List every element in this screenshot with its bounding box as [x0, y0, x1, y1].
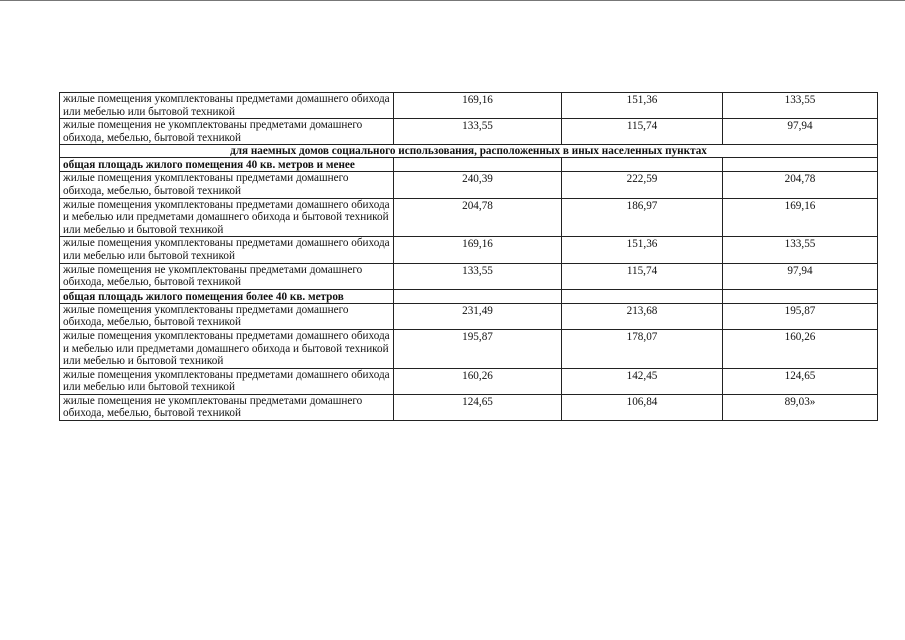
rate-value-1: 240,39	[394, 172, 562, 198]
table-row	[60, 329, 878, 368]
rate-value-3: 204,78	[723, 172, 878, 198]
row-description: жилые помещения укомплектованы предметами домашнего обихода или мебелью или бытовой техникой	[60, 93, 394, 119]
rate-value-2: 178,07	[562, 329, 723, 368]
rate-value-1: 231,49	[394, 303, 562, 329]
table-row	[60, 93, 878, 119]
table-row	[60, 394, 878, 420]
rate-value-2: 213,68	[562, 303, 723, 329]
rate-value-3: 160,26	[723, 329, 878, 368]
table-row	[60, 303, 878, 329]
rate-value-2: 222,59	[562, 172, 723, 198]
rate-value-2: 142,45	[562, 368, 723, 394]
rate-value-3: 195,87	[723, 303, 878, 329]
group-label: общая площадь жилого помещения 40 кв. метров и менее	[60, 158, 394, 172]
table-row	[60, 198, 878, 237]
rate-value-2: 151,36	[562, 237, 723, 263]
rate-value-3: 133,55	[723, 237, 878, 263]
rate-value-2: 115,74	[562, 119, 723, 145]
row-description: жилые помещения укомплектованы предметами домашнего обихода и мебелью или предметами домашнего обихода и бытовой техникой или мебелью и бытовой техникой	[60, 198, 394, 237]
row-description: жилые помещения не укомплектованы предметами домашнего обихода, мебелью, бытовой техникой	[60, 263, 394, 289]
rate-value-1: 124,65	[394, 394, 562, 420]
rate-value-1: 133,55	[394, 263, 562, 289]
table-row	[60, 263, 878, 289]
rate-value-1: 133,55	[394, 119, 562, 145]
section-header: для наемных домов социального использования, расположенных в иных населенных пунктах	[60, 145, 878, 158]
rate-value-3: 169,16	[723, 198, 878, 237]
top-rule	[0, 0, 905, 1]
rate-value-2: 186,97	[562, 198, 723, 237]
empty-cell	[723, 289, 878, 303]
group-row	[60, 289, 878, 303]
table-row	[60, 119, 878, 145]
rate-value-3: 89,03»	[723, 394, 878, 420]
rate-value-1: 169,16	[394, 237, 562, 263]
table-row	[60, 237, 878, 263]
empty-cell	[562, 158, 723, 172]
row-description: жилые помещения укомплектованы предметами домашнего обихода, мебелью, бытовой техникой	[60, 303, 394, 329]
rate-value-1: 160,26	[394, 368, 562, 394]
section-header-row	[60, 145, 878, 158]
row-description: жилые помещения укомплектованы предметами домашнего обихода или мебелью или бытовой техникой	[60, 368, 394, 394]
rate-value-2: 106,84	[562, 394, 723, 420]
row-description: жилые помещения укомплектованы предметами домашнего обихода или мебелью или бытовой техникой	[60, 237, 394, 263]
group-label: общая площадь жилого помещения более 40 кв. метров	[60, 289, 394, 303]
table-row	[60, 172, 878, 198]
rate-table	[59, 92, 878, 421]
rate-value-3: 97,94	[723, 119, 878, 145]
table-row	[60, 368, 878, 394]
rate-value-1: 169,16	[394, 93, 562, 119]
rate-value-1: 195,87	[394, 329, 562, 368]
empty-cell	[562, 289, 723, 303]
empty-cell	[394, 158, 562, 172]
group-row	[60, 158, 878, 172]
rate-value-3: 97,94	[723, 263, 878, 289]
row-description: жилые помещения не укомплектованы предметами домашнего обихода, мебелью, бытовой техникой	[60, 119, 394, 145]
rate-value-1: 204,78	[394, 198, 562, 237]
row-description: жилые помещения укомплектованы предметами домашнего обихода, мебелью, бытовой техникой	[60, 172, 394, 198]
rate-value-2: 115,74	[562, 263, 723, 289]
rate-value-3: 133,55	[723, 93, 878, 119]
row-description: жилые помещения не укомплектованы предметами домашнего обихода, мебелью, бытовой техникой	[60, 394, 394, 420]
row-description: жилые помещения укомплектованы предметами домашнего обихода и мебелью или предметами домашнего обихода и бытовой техникой или мебелью и бытовой техникой	[60, 329, 394, 368]
empty-cell	[394, 289, 562, 303]
rate-value-3: 124,65	[723, 368, 878, 394]
rate-value-2: 151,36	[562, 93, 723, 119]
empty-cell	[723, 158, 878, 172]
